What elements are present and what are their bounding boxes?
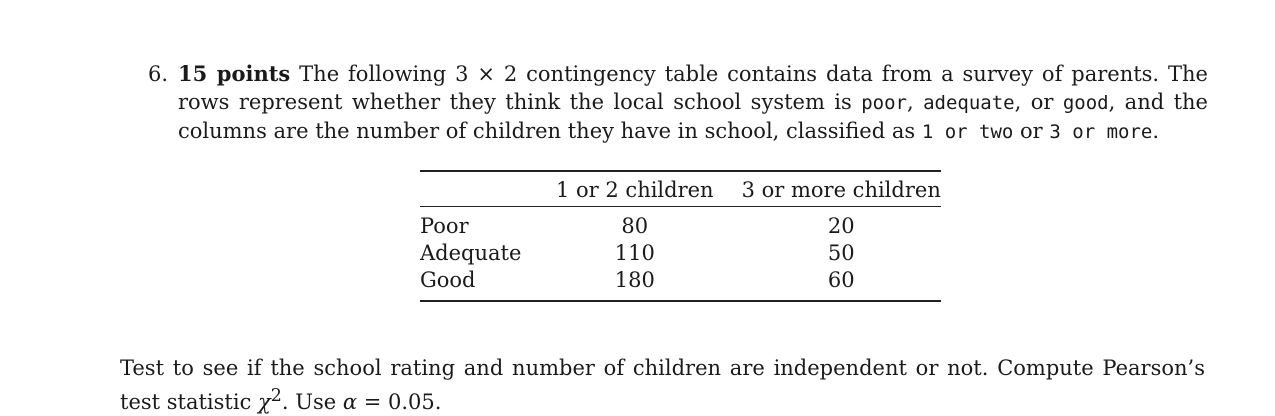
table-header-cell bbox=[420, 171, 542, 207]
table-header-row bbox=[420, 171, 941, 207]
row-label: Adequate bbox=[420, 241, 522, 265]
separator: , bbox=[906, 90, 914, 114]
column-code-2: 3 or more bbox=[1049, 121, 1153, 143]
chi-symbol: χ bbox=[258, 390, 271, 414]
problem-number: 6. bbox=[148, 62, 169, 86]
chi-exponent: 2 bbox=[270, 386, 282, 406]
category-poor: poor bbox=[861, 92, 907, 114]
row-label: Good bbox=[420, 267, 542, 301]
problem-mid: , and the columns are the number of children they have in school, classified as bbox=[178, 90, 1208, 143]
question-text bbox=[120, 354, 1205, 416]
table-cell: 180 bbox=[542, 267, 728, 301]
separator: , or bbox=[1014, 90, 1054, 114]
table-row bbox=[420, 267, 941, 301]
table-header-cell: 1 or 2 children bbox=[542, 171, 728, 207]
table-cell: 80 bbox=[621, 214, 649, 238]
problem-intro: The following 3 × 2 contingency table contains data from a survey of parents. The rows represent whether they think the local school system is bbox=[178, 62, 1208, 114]
contingency-table bbox=[420, 170, 941, 302]
period: . bbox=[1152, 119, 1160, 143]
question-body: Test to see if the school rating and number of children are independent or not. Compute Pearson’s test statistic bbox=[120, 356, 1205, 414]
or-word: or bbox=[1020, 119, 1043, 143]
problem-body bbox=[178, 60, 1208, 146]
table-row bbox=[420, 207, 941, 241]
problem-points: 15 points bbox=[178, 61, 291, 86]
category-good: good bbox=[1062, 92, 1109, 114]
table-cell: 60 bbox=[728, 267, 941, 301]
table-cell: 50 bbox=[827, 241, 855, 265]
alpha-value: = 0.05. bbox=[363, 390, 442, 414]
column-code-1: 1 or two bbox=[921, 121, 1014, 143]
problem-statement bbox=[148, 60, 1208, 146]
table-header-cell: 3 or more children bbox=[728, 171, 941, 207]
alpha-symbol: α bbox=[342, 390, 358, 414]
table-cell: 110 bbox=[614, 241, 655, 265]
category-adequate: adequate bbox=[923, 92, 1015, 114]
table-cell: 20 bbox=[827, 214, 855, 238]
use-text: . Use bbox=[281, 390, 337, 414]
row-label: Poor bbox=[420, 214, 469, 238]
table-row bbox=[420, 240, 941, 267]
